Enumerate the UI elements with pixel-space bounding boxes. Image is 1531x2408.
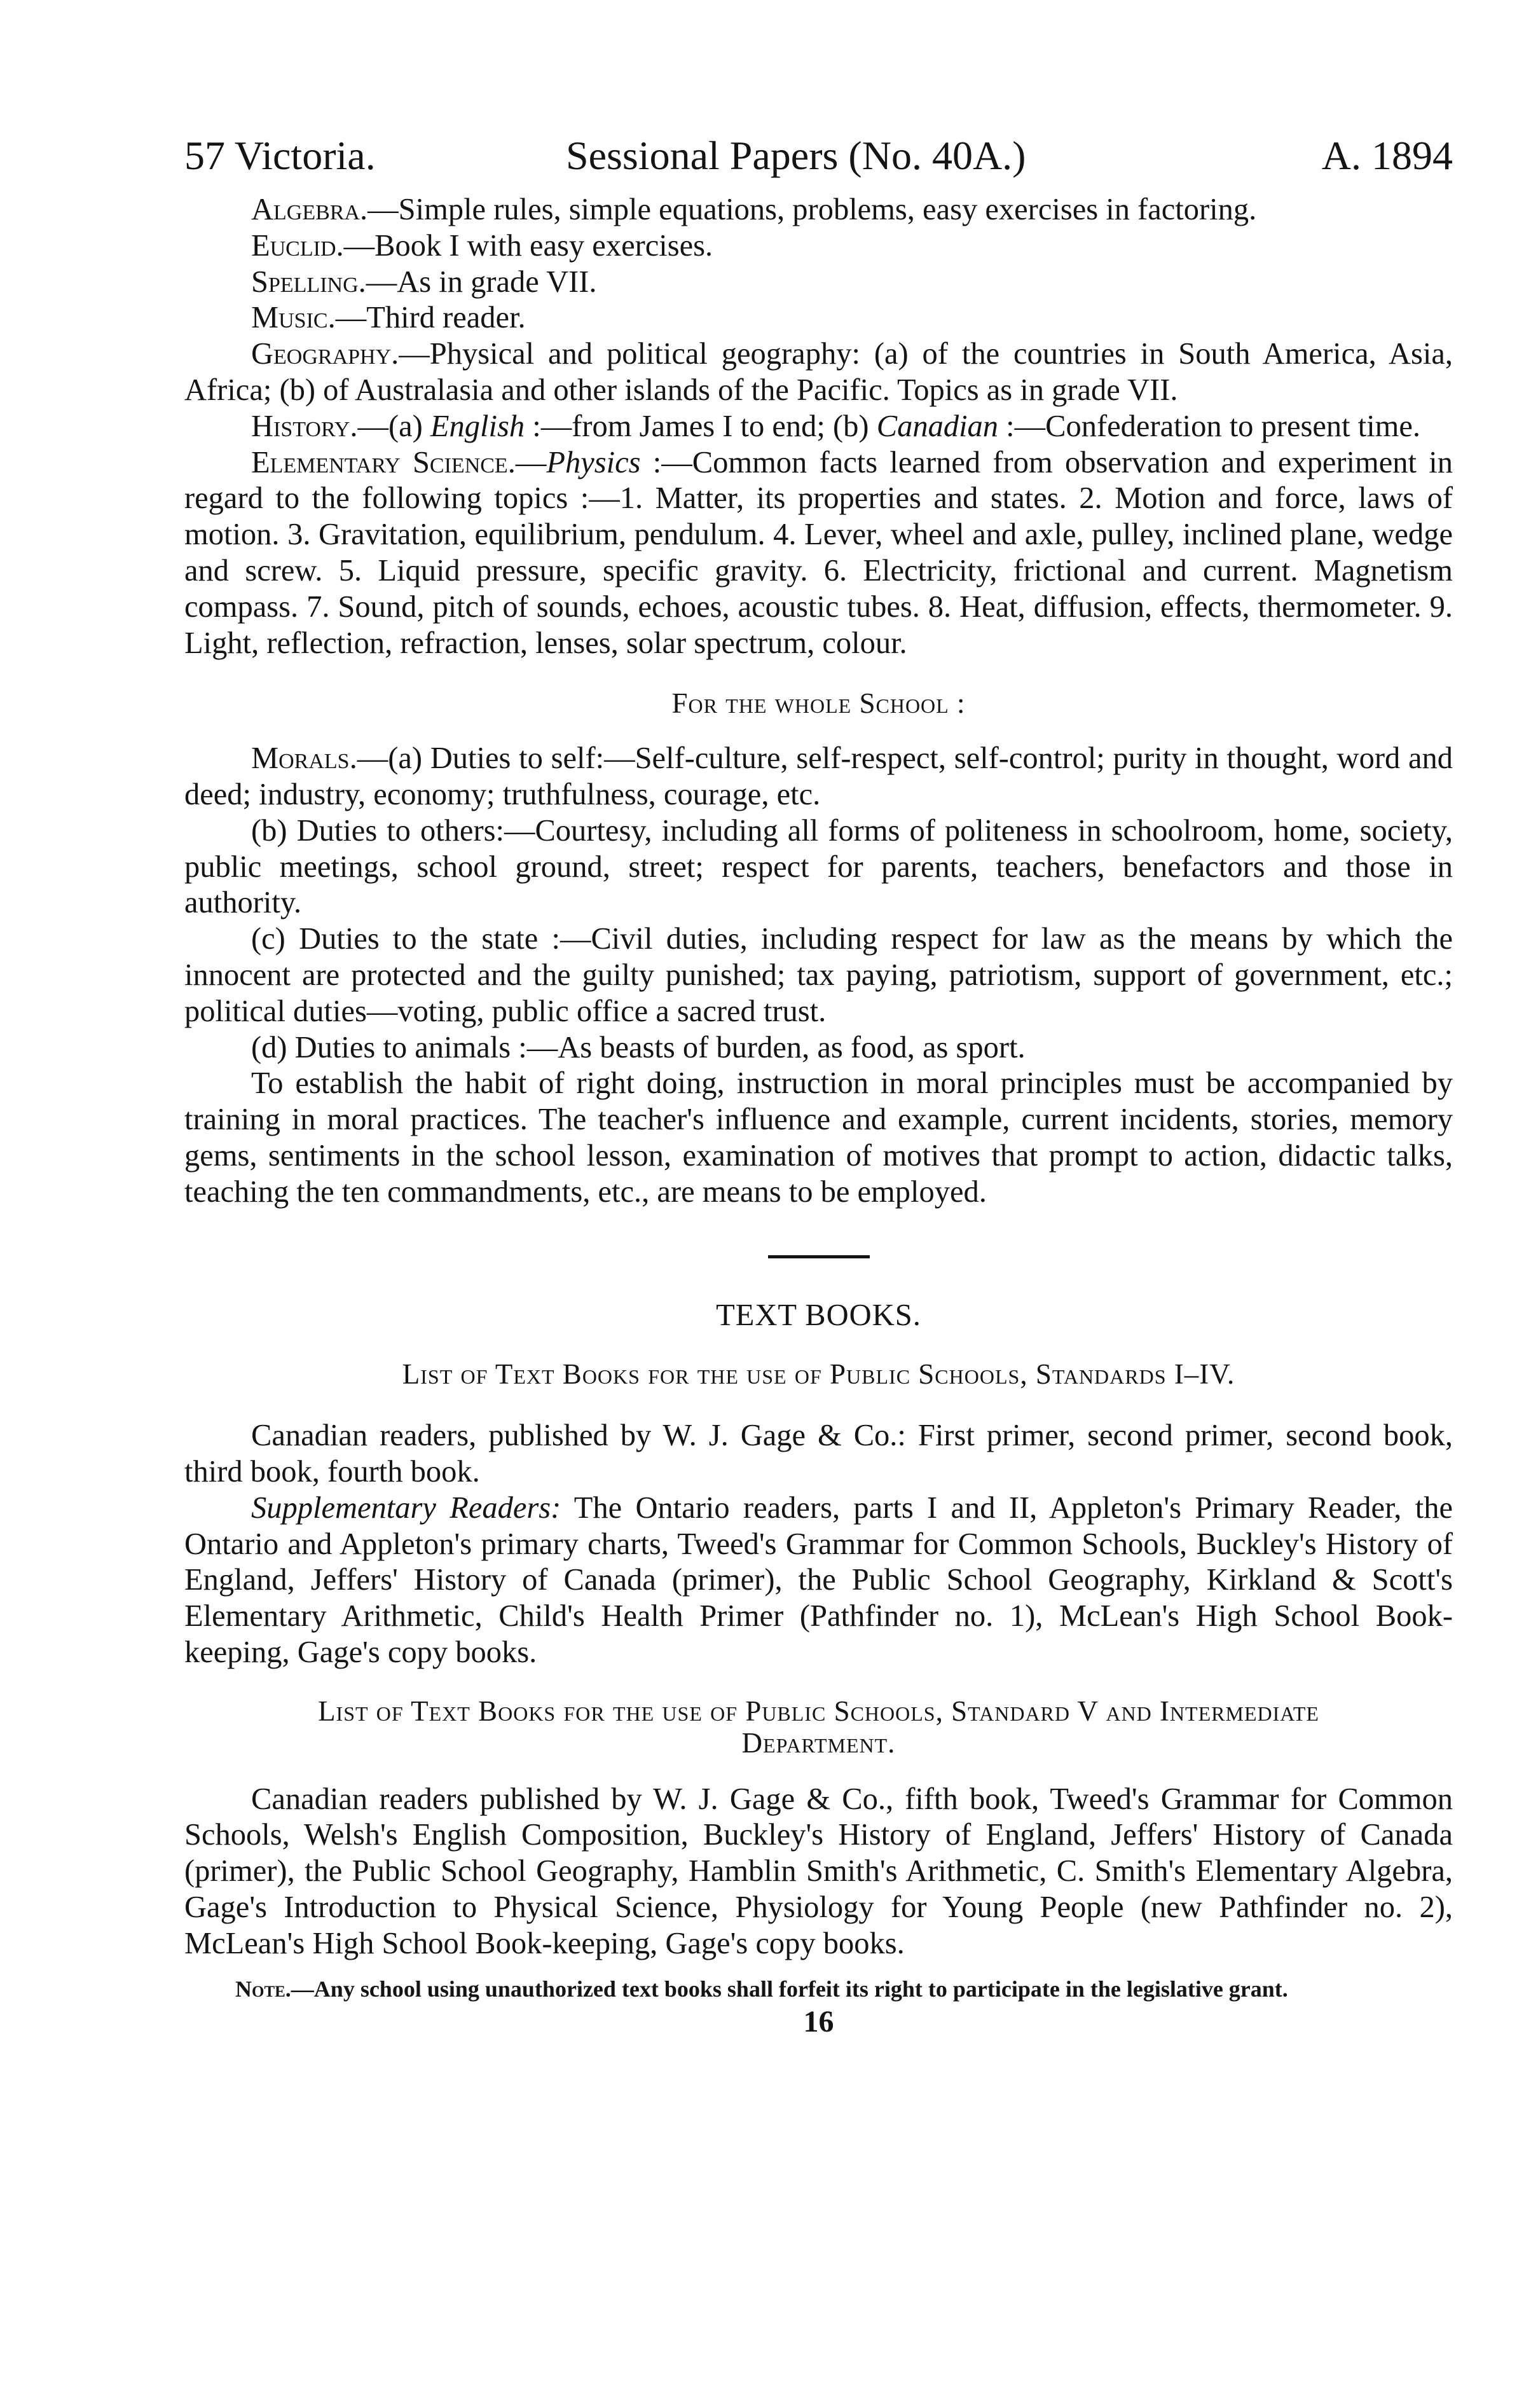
list1-readers: Canadian readers, published by W. J. Gage & Co.: First primer, second primer, second book, third book, fourth book. (184, 1419, 1453, 1489)
list1-heading: List of Text Books for the use of Public Schools, Standards I–IV. (402, 1358, 1235, 1391)
subject-text: —Third reader. (335, 301, 526, 335)
supplementary-text: The Ontario readers, parts I and II, Appleton's Primary Reader, the Ontario and Appleton's primary charts, Tweed's Grammar for Common Schools, Buckley's History of England, Jeffers' History of Canada (primer), the Public School Geography, Kirkland & Scott's Elementary Arithmetic, Child's Health Primer (Pathfinder no. 1), McLean's High School Book-keeping, Gage's copy books. (184, 1490, 1453, 1669)
morals-a-text: —(a) Duties to self:—Self-culture, self-respect, self-control; purity in thought, word and deed; industry, economy; truthfulness, courage, etc. (184, 741, 1453, 811)
subject-elementary-science (184, 445, 1453, 662)
subject-text: —Physical and political geography: (a) of the countries in South America, Asia, Africa; (b) of Australasia and other islands of the Pacific. Topics as in grade VII. (184, 337, 1453, 407)
subject-label: Music. (251, 301, 336, 335)
subject-label: Elementary Science. (251, 445, 516, 479)
morals-self (184, 741, 1453, 813)
science-physics: Physics (546, 445, 641, 479)
subject-euclid (184, 228, 1453, 265)
science-text-1: — (515, 445, 547, 479)
subject-geography (184, 336, 1453, 409)
page-number: 16 (803, 2004, 834, 2039)
subject-label: Spelling. (251, 265, 366, 299)
history-english: English (430, 409, 525, 443)
section-divider (768, 1255, 870, 1258)
whole-school-heading: For the whole School : (671, 687, 966, 720)
footnote (184, 1976, 1453, 2002)
running-header (184, 121, 1453, 191)
list1-supplementary (184, 1490, 1453, 1671)
subject-label: Geography. (251, 337, 399, 371)
morals-others: (b) Duties to others:—Courtesy, including all forms of politeness in schoolroom, home, society, public meetings, school ground, street; respect for parents, teachers, benefactors and those in authority. (184, 813, 1453, 920)
header-year: A. 1894 (1321, 133, 1453, 178)
subject-history (184, 409, 1453, 445)
morals-state: (c) Duties to the state :—Civil duties, including respect for law as the means by which the innocent are protected and the guilty punished; tax paying, patriotism, support of government, etc.; political duties—voting, public office a sacred trust. (184, 922, 1453, 1028)
morals-animals: (d) Duties to animals :—As beasts of burden, as food, as sport. (251, 1030, 1026, 1064)
list2-heading: List of Text Books for the use of Public Schools, Standard V and Intermediate Department. (318, 1695, 1319, 1759)
morals-label: Morals. (251, 741, 357, 776)
morals-section (184, 741, 1453, 1210)
header-session: 57 Victoria. (184, 133, 376, 178)
subject-spelling (184, 265, 1453, 301)
subject-algebra (184, 192, 1453, 228)
history-canadian: Canadian (876, 409, 999, 443)
list2-text: Canadian readers published by W. J. Gage & Co., fifth book, Tweed's Grammar for Common Schools, Welsh's English Composition, Buckley's History of England, Jeffers' History of Canada (primer), the Public School Geography, Hamblin Smith's Arithmetic, C. Smith's Elementary Algebra, Gage's Introduction to Physical Science, Physiology for Young People (new Pathfinder no. 2), McLean's High School Book-keeping, Gage's copy books. (184, 1782, 1453, 1960)
document-page (184, 121, 1453, 2040)
note-label: Note. (235, 1976, 291, 2002)
subject-text: —Simple rules, simple equations, problems, easy exercises in factoring. (367, 193, 1257, 226)
history-text-1: —(a) (357, 409, 430, 443)
subject-text: —Book I with easy exercises. (343, 228, 713, 263)
subject-label: Euclid. (251, 228, 344, 263)
science-text-2: :—Common facts learned from observation and experiment in regard to the following topics :—1. Matter, its properties and states. 2. Motion and force, laws of motion. 3. Gravitation, equilibrium, pendulum. 4. Lever, wheel and axle, pulley, inclined plane, wedge and screw. 5. Liquid pressure, specific gravity. 6. Electricity, frictional and current. Magnetism compass. 7. Sound, pitch of sounds, echoes, acoustic tubes. 8. Heat, diffusion, effects, thermometer. 9. Light, reflection, refraction, lenses, solar spectrum, colour. (184, 445, 1453, 660)
subject-label: History. (251, 409, 358, 443)
subject-label: Algebra. (251, 193, 368, 226)
grade-subjects (184, 192, 1453, 661)
history-text-2: :—from James I to end; (b) (525, 409, 877, 443)
subject-music (184, 300, 1453, 336)
text-books-title: TEXT BOOKS. (716, 1298, 921, 1332)
supplementary-label: Supplementary Readers: (251, 1490, 561, 1525)
morals-habit: To establish the habit of right doing, instruction in moral principles must be accompanied by training in moral practices. The teacher's influence and example, current incidents, stories, memory gems, sentiments in the school lesson, examination of motives that prompt to action, didactic talks, teaching the ten commandments, etc., are means to be employed. (184, 1066, 1453, 1209)
list1-section (184, 1418, 1453, 1671)
history-text-3: :—Confederation to present time. (998, 409, 1421, 443)
note-text: —Any school using unauthorized text books shall forfeit its right to participate in the legislative grant. (291, 1976, 1288, 2002)
subject-text: —As in grade VII. (366, 265, 597, 299)
header-title: Sessional Papers (No. 40A.) (566, 133, 1026, 178)
